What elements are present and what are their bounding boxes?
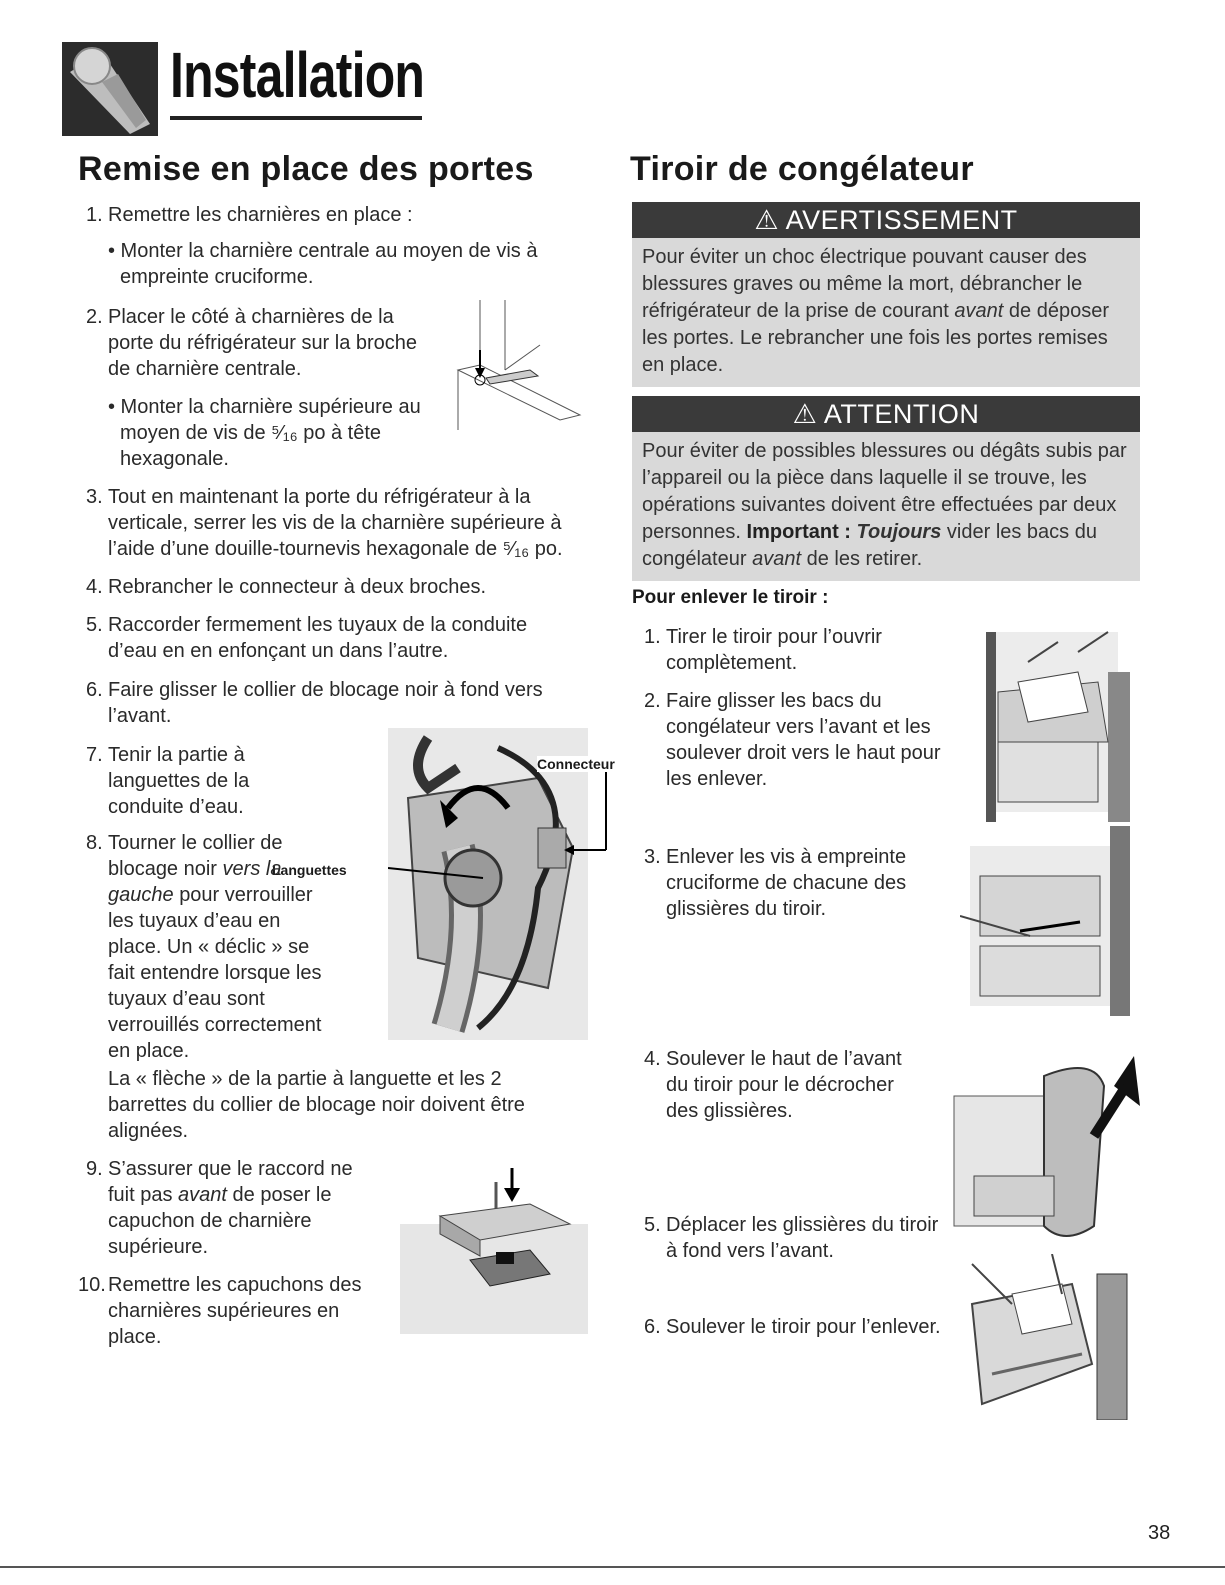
step-text: Faire glisser les bacs du congélateur vers l’avant et les soulever droit vers le haut pour les enlever. [666,690,941,790]
step-number: 1. [644,626,661,648]
step-number: 4. [644,1048,661,1070]
step-text: S’assurer que le raccord ne fuit pas [108,1158,353,1206]
label-languettes: Languettes [272,862,347,878]
drawer-screws-illustration [960,826,1140,1016]
water-line-illustration [388,728,628,1040]
step-text: Soulever le haut de l’avant du tiroir pour le décrocher des glissières. [666,1048,902,1122]
warning-text-part: Pour éviter un choc électrique pouvant causer des blessures graves ou même la mort, débrancher le réfrigérateur de la prise de courant [642,246,1087,322]
drawer-open-illustration [968,622,1140,822]
step-text: pour verrouiller les tuyaux d’eau en place. Un « déclic » se fait entendre lorsque les tuyaux d’eau sont verrouillés correctement en place. [108,884,322,1062]
step-number: 3. [86,486,103,508]
page-header-title: Installation [170,39,425,111]
warning-heading: ⚠ AVERTISSEMENT [632,202,1140,238]
step-number: 2. [86,306,103,328]
step-note: La « flèche » de la partie à languette et les 2 barrettes du collier de blocage noir doivent être alignées. [108,1068,525,1142]
step-text-emphasis: avant [178,1184,227,1206]
step-text: Tirer le tiroir pour l’ouvrir complètement. [666,626,882,674]
hinge-illustration [450,300,585,430]
label-connecteur: Connecteur [537,756,615,772]
step-text: Rebrancher le connecteur à deux broches. [108,576,487,598]
attention-heading: ⚠ ATTENTION [632,396,1140,432]
step-text: Déplacer les glissières du tiroir à fond vers l’avant. [666,1214,939,1262]
step-text: Raccorder fermement les tuyaux de la conduite d’eau en en enfonçant un dans l’autre. [108,614,528,662]
step-text: Enlever les vis à empreinte cruciforme de chacune des glissières du tiroir. [666,846,907,920]
step-number: 9. [86,1158,103,1180]
step-number: 8. [86,832,103,854]
attention-text-emphasis: avant [752,548,802,570]
drawer-remove-illustration [952,1254,1140,1420]
step-number: 6. [644,1316,661,1338]
attention-text-part: de les retirer. [806,548,923,570]
step-number: 6. [86,679,103,701]
step-number: 1. [86,204,103,226]
warning-box [632,202,1140,387]
step-number: 3. [644,846,661,868]
step-number: 2. [644,690,661,712]
attention-box [632,396,1140,581]
step-text: Faire glisser le collier de blocage noir à fond vers l’avant. [108,679,543,727]
attention-text-part: vider les bacs du congélateur [642,521,1097,570]
wrench-icon [62,42,158,136]
bottom-divider [0,1566,1225,1568]
page-number: 38 [1148,1522,1171,1544]
step-text: Remettre les capuchons des charnières supérieures en place. [108,1274,362,1348]
section-title-tiroir: Tiroir de congélateur [630,150,974,188]
step-number: 5. [86,614,103,636]
step-text: Placer le côté à charnières de la porte du réfrigérateur sur la broche de charnière centrale. [108,306,418,380]
bullet-centrale: • Monter la charnière centrale au moyen de vis à empreinte cruciforme. [108,240,538,288]
warning-text-emphasis: avant [954,300,1004,322]
step-number: 4. [86,576,103,598]
attention-text [632,432,1140,581]
warning-text [632,238,1140,387]
step-number: 10. [78,1274,106,1296]
step-text: Soulever le tiroir pour l’enlever. [666,1316,941,1338]
header-underline [170,116,422,120]
step-text-emphasis: vers la gauche [108,858,282,906]
step-text: Tout en maintenant la porte du réfrigérateur à la verticale, serrer les vis de la charnière supérieure à l’aide d’une douille-tournevis hexagonale de ⁵⁄₁₆ po. [108,486,563,560]
step-text: Tourner le collier de blocage noir [108,832,283,880]
hinge-cap-illustration [400,1164,588,1334]
drawer-lift-illustration [944,1026,1140,1246]
step-number: 5. [644,1214,661,1236]
step-number: 7. [86,744,103,766]
warning-text-part: de déposer les portes. Le rebrancher une fois les portes remises en place. [642,300,1109,376]
subsection-title: Pour enlever le tiroir : [632,587,829,608]
attention-text-part: Pour éviter de possibles blessures ou dégâts subis par l’appareil ou la pièce dans laquelle il se trouve, les opérations suivantes doivent être effectuées par deux personnes. [642,440,1127,543]
step-text: Tenir la partie à languettes de la conduite d’eau. [108,744,250,818]
bullet-superieure: • Monter la charnière supérieure au moyen de vis de ⁵⁄₁₆ po à tête hexagonale. [108,396,421,470]
section-title-remise: Remise en place des portes [78,150,534,188]
attention-toujours: Toujours [856,521,942,543]
attention-important: Important : [746,521,851,543]
step-text: Remettre les charnières en place : [108,204,413,226]
step-text: de poser le capuchon de charnière supérieure. [108,1184,332,1258]
